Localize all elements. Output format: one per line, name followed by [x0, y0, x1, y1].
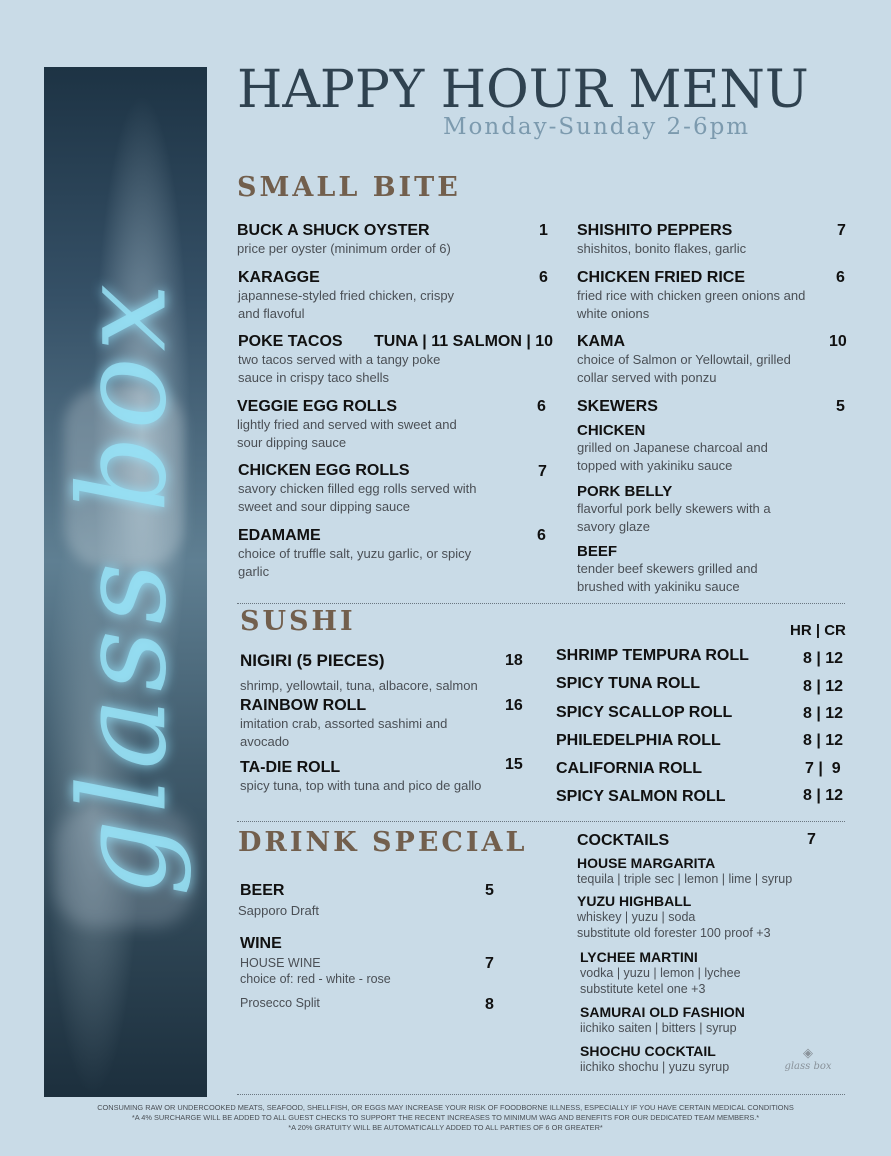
- section-divider: [237, 821, 845, 822]
- item-name: NIGIRI (5 PIECES): [240, 651, 385, 670]
- item-description: tender beef skewers grilled and brushed with yakiniku sauce: [577, 561, 758, 594]
- item-price: 5: [485, 882, 494, 899]
- item-name: VEGGIE EGG ROLLS: [237, 398, 398, 415]
- item-description: HOUSE WINE: [240, 956, 321, 970]
- disclaimer-line: CONSUMING RAW OR UNDERCOOKED MEATS, SEAFOOD, SHELLFISH, OR EGGS MAY INCREASE YOUR RISK OF FOODBORNE ILLNESS, ESPECIALLY IF YOU HAVE CERTAIN MEDICAL CONDITIONS: [97, 1103, 794, 1112]
- neon-sign-text: glass box: [54, 277, 194, 897]
- item-description: price per oyster (minimum order of 6): [237, 241, 451, 256]
- item-description: whiskey | yuzu | soda: [577, 910, 696, 924]
- item-name: POKE TACOS: [238, 333, 343, 350]
- item-name: YUZU HIGHBALL: [577, 893, 692, 909]
- item-name: SKEWERS: [577, 398, 658, 415]
- item-name: PORK BELLY: [577, 483, 673, 500]
- skewer-item: [577, 422, 807, 474]
- item-price: TUNA | 11 SALMON | 10: [374, 333, 554, 350]
- cocktail-item: [580, 1004, 820, 1036]
- item-substitution: substitute ketel one +3: [580, 982, 706, 996]
- section-title-small-bite: SMALL BITE: [237, 172, 461, 203]
- item-name: CHICKEN: [577, 422, 646, 439]
- menu-item: [237, 222, 549, 258]
- menu-hours: Monday-Sunday 2-6pm: [443, 114, 751, 140]
- item-price: 7: [807, 831, 816, 848]
- item-price: 6: [836, 269, 845, 286]
- cocktail-item: [580, 949, 820, 997]
- section-divider: [237, 1094, 845, 1095]
- item-description: shrimp, yellowtail, tuna, albacore, salmon: [240, 678, 478, 693]
- price-header-hr-cr: HR | CR: [790, 622, 846, 639]
- roll-price: 8 | 12: [803, 705, 844, 722]
- neon-sign-photo: [44, 67, 207, 1097]
- item-description: choice of truffle salt, yuzu garlic, or spicy garlic: [238, 546, 472, 579]
- item-description: vodka | yuzu | lemon | lychee: [580, 966, 741, 980]
- roll-price: 7 | 9: [805, 760, 841, 777]
- roll-name: SPICY SCALLOP ROLL: [556, 704, 733, 721]
- cocktail-item: [580, 1043, 780, 1075]
- roll-price: 8 | 12: [803, 678, 844, 695]
- item-name: CHICKEN EGG ROLLS: [238, 462, 410, 479]
- logo-text: glass box: [784, 1061, 832, 1072]
- item-name: LYCHEE MARTINI: [580, 949, 698, 965]
- roll-price: 8 | 12: [803, 787, 844, 804]
- item-name: SHISHITO PEPPERS: [577, 222, 733, 239]
- item-price: 16: [505, 697, 523, 714]
- item-description: choice of: red - white - rose: [240, 972, 391, 986]
- item-description: Sapporo Draft: [238, 903, 319, 918]
- roll-name: CALIFORNIA ROLL: [556, 760, 703, 777]
- item-price: 18: [505, 652, 523, 669]
- menu-item: [238, 269, 478, 322]
- item-description: fried rice with chicken green onions and white onions: [577, 288, 806, 321]
- item-description: shishitos, bonito flakes, garlic: [577, 241, 747, 256]
- item-description: grilled on Japanese charcoal and topped with yakiniku sauce: [577, 440, 768, 473]
- roll-name: SPICY TUNA ROLL: [556, 675, 701, 692]
- item-name: BEER: [240, 882, 285, 899]
- item-description: two tacos served with a tangy poke sauce in crispy taco shells: [238, 352, 441, 385]
- item-name: KAMA: [577, 333, 625, 350]
- section-title-sushi: SUSHI: [240, 606, 356, 637]
- item-price: 6: [539, 269, 548, 286]
- item-name: TA-DIE ROLL: [240, 759, 341, 776]
- item-name: WINE: [240, 935, 282, 952]
- menu-item: [237, 398, 477, 451]
- roll-name: SHRIMP TEMPURA ROLL: [556, 647, 749, 664]
- item-description: japannese-styled fried chicken, crispy and flavoful: [238, 288, 455, 321]
- item-price: 7: [485, 955, 494, 972]
- item-price: 6: [537, 527, 546, 544]
- item-name: RAINBOW ROLL: [240, 697, 367, 714]
- skewer-item: [577, 483, 807, 535]
- roll-price: 8 | 12: [803, 650, 844, 667]
- item-price: 7: [538, 463, 547, 480]
- menu-item: [577, 269, 817, 322]
- roll-price: 8 | 12: [803, 732, 844, 749]
- footer-disclaimer: [60, 1103, 831, 1133]
- item-name: EDAMAME: [238, 527, 321, 544]
- item-price: 15: [505, 756, 523, 773]
- item-price: 7: [837, 222, 846, 239]
- item-description: tequila | triple sec | lemon | lime | syrup: [577, 872, 793, 886]
- item-price: 10: [829, 333, 847, 350]
- disclaimer-line: *A 20% GRATUITY WILL BE AUTOMATICALLY ADDED TO ALL PARTIES OF 6 OR GREATER*: [288, 1123, 603, 1132]
- logo-mark-icon: ◈: [803, 1046, 813, 1061]
- item-description: lightly fried and served with sweet and sour dipping sauce: [237, 417, 457, 450]
- section-divider: [237, 603, 845, 604]
- skewer-item: [577, 543, 807, 595]
- item-name: BUCK A SHUCK OYSTER: [237, 222, 430, 239]
- menu-item: [238, 462, 478, 515]
- item-name: COCKTAILS: [577, 832, 670, 849]
- item-name: BEEF: [577, 543, 618, 560]
- item-price: 6: [537, 398, 546, 415]
- item-price: 1: [539, 222, 548, 239]
- roll-name: PHILEDELPHIA ROLL: [556, 732, 721, 749]
- menu-item: [577, 222, 817, 258]
- item-description: savory chicken filled egg rolls served with sweet and sour dipping sauce: [238, 481, 477, 514]
- item-description: imitation crab, assorted sashimi and avocado: [240, 716, 448, 749]
- menu-item: [577, 333, 817, 386]
- item-name: KARAGGE: [238, 269, 320, 286]
- item-substitution: substitute old forester 100 proof +3: [577, 926, 771, 940]
- cocktail-item: [577, 893, 817, 941]
- cocktail-item: [577, 855, 817, 887]
- disclaimer-line: *A 4% SURCHARGE WILL BE ADDED TO ALL GUEST CHECKS TO SUPPORT THE RECENT INCREASES TO MINIMUM WAG AND BENEFITS FOR OUR DEDICATED TEAM MEMBERS.*: [131, 1113, 760, 1122]
- item-description: spicy tuna, top with tuna and pico de gallo: [240, 778, 482, 793]
- item-description: choice of Salmon or Yellowtail, grilled collar served with ponzu: [577, 352, 791, 385]
- item-description: iichiko saiten | bitters | syrup: [580, 1021, 737, 1035]
- item-name: SHOCHU COCKTAIL: [580, 1043, 716, 1059]
- item-description: iichiko shochu | yuzu syrup: [580, 1060, 730, 1074]
- item-name: CHICKEN FRIED RICE: [577, 269, 746, 286]
- item-price: 8: [485, 996, 494, 1013]
- menu-title: HAPPY HOUR MENU: [237, 60, 809, 120]
- item-name: HOUSE MARGARITA: [577, 855, 716, 871]
- section-title-drink-special: DRINK SPECIAL: [238, 827, 528, 858]
- item-description: Prosecco Split: [240, 996, 320, 1010]
- item-description: flavorful pork belly skewers with a savory glaze: [577, 501, 771, 534]
- glass-box-logo: [778, 1046, 838, 1088]
- item-name: SAMURAI OLD FASHION: [580, 1004, 745, 1020]
- menu-item: [238, 527, 478, 580]
- roll-name: SPICY SALMON ROLL: [556, 788, 726, 805]
- item-price: 5: [836, 398, 845, 415]
